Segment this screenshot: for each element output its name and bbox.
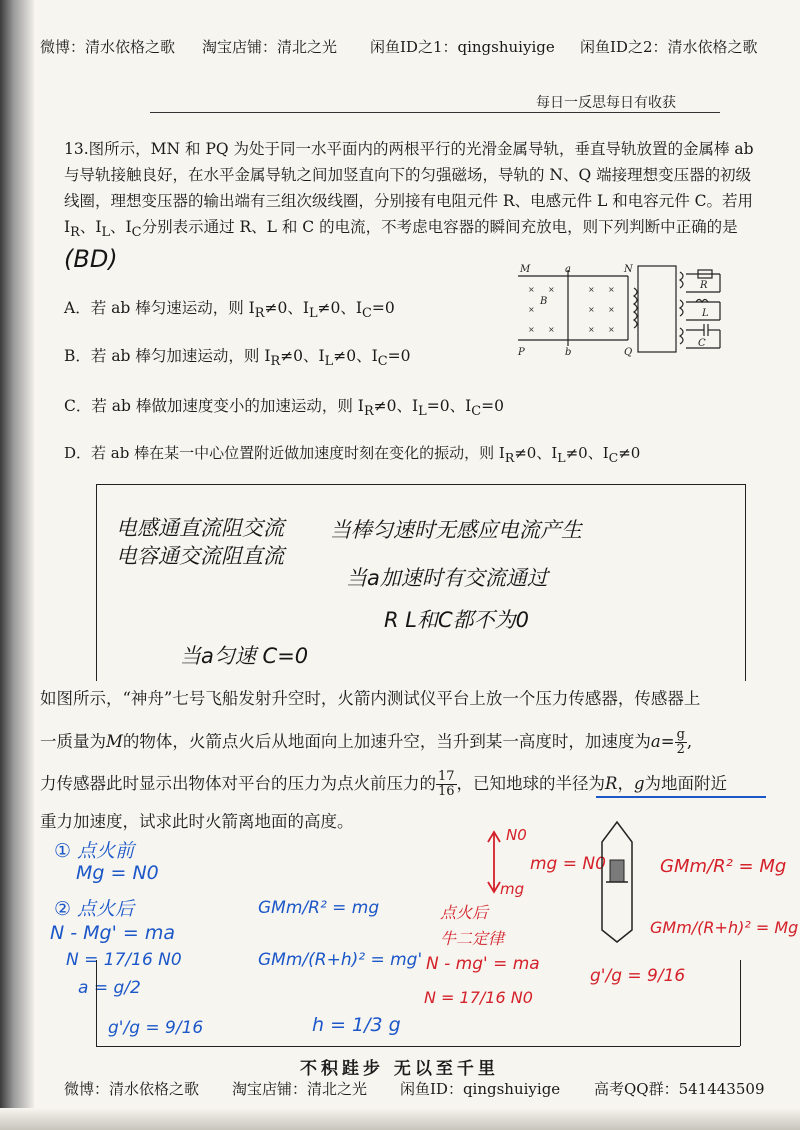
q13-answer-handwritten: (BD)	[64, 245, 118, 274]
rocket-sketch	[592, 818, 642, 948]
diagram-label-M: M	[520, 264, 531, 275]
red-mg-n0: mg = N0	[530, 854, 606, 874]
red-gravity-height: GMm/(R+h)² = Mg	[650, 918, 799, 937]
question-13-stem	[64, 136, 764, 275]
svg-text:×: ×	[548, 325, 555, 334]
diagram-label-R: R	[700, 280, 708, 291]
red-gravity-surface: GMm/R² = Mg	[660, 856, 787, 877]
motto-top: 每日一反思每日有收获	[536, 95, 676, 111]
p2-line3: 力传感器此时显示出物体对平台的压力为点火前压力的 $\frac{17}{16}$ ，已知地球的半径为R，g为地面附近	[40, 769, 728, 799]
option-d: D．若 ab 棒在某一中心位置附近做加速度时刻在变化的振动，则 $I_R\ne 0$、$I_L\ne 0$、$I_C\ne 0$	[64, 444, 641, 465]
note-accelerating: 当a加速时有交流通过	[346, 566, 548, 590]
diagram-label-C: C	[698, 338, 706, 349]
svg-text:×: ×	[588, 285, 595, 294]
diagram-label-B: B	[540, 296, 548, 307]
page-bottom-shadow	[0, 1108, 800, 1130]
svg-text:×: ×	[588, 325, 595, 334]
note-uniform-motion: 当棒匀速时无感应电流产生	[330, 518, 582, 542]
option-c-text: C．若 ab 棒做加速度变小的加速运动，则 I	[64, 397, 364, 415]
svg-text:×: ×	[528, 305, 535, 314]
svg-text:×: ×	[608, 325, 615, 334]
footer-qq: 高考QQ群：541443509	[594, 1080, 765, 1098]
blue-mg-n0: Mg = N0	[76, 862, 159, 884]
note-capacitor: 电容通交流阻直流	[116, 544, 284, 568]
footer-xianyu: 闲鱼ID：qingshuiyige	[400, 1080, 561, 1098]
q13-stem4: 分别表示通过 R、L 和 C 的电流，不考虑电容器的瞬间充放电，则下列判断中正确的是	[141, 218, 738, 236]
red-mg: mg	[500, 880, 525, 898]
answer-frame-bottom	[96, 1046, 740, 1047]
q13-stem-text: 13.图所示，MN 和 PQ 为处于同一水平面内的两根平行的光滑金属导轨，垂直导轨放置的金属棒 ab 与导轨接触良好，在水平金属导轨之间加竖直向下的匀强磁场，导轨的 N、Q 端接理想变压器的初级线圈，理想变压器的输出端有三组次级线圈，分别接有电阻元件 R、电感元件 L 和电容元件 C。若用 I	[64, 140, 754, 236]
svg-text:×: ×	[528, 325, 535, 334]
diagram-label-a: a	[565, 264, 571, 275]
blue-gravity-surface: GMm/R² = mg	[258, 898, 380, 918]
option-a-text: A．若 ab 棒匀速运动，则 I	[64, 299, 255, 317]
header-rule	[150, 112, 720, 113]
option-b-text: B．若 ab 棒匀加速运动，则 I	[64, 347, 271, 365]
footer-motto: 不积跬步 无以至千里	[300, 1059, 499, 1079]
page-left-shadow	[0, 0, 34, 1130]
p2-underline	[596, 796, 766, 798]
q13-stem3: 、I	[110, 218, 132, 236]
note-inductor: 电感通直流阻交流	[116, 516, 284, 540]
note-rlc-nonzero: R L和C都不为0	[384, 608, 529, 632]
blue-g-ratio: g'/g = 9/16	[108, 1018, 204, 1038]
answer-frame-left	[96, 960, 97, 1046]
svg-text:×: ×	[608, 305, 615, 314]
red-force-arrow	[484, 830, 504, 894]
red-n-ratio: N = 17/16 N0	[424, 988, 533, 1007]
diagram-label-N: N	[624, 264, 633, 275]
footer-weibo: 微博：清水依格之歌	[64, 1080, 200, 1098]
sub-c: C	[131, 225, 142, 241]
footer-taobao: 淘宝店铺：清北之光	[232, 1080, 368, 1098]
red-n0: N0	[506, 826, 527, 844]
header-xianyu1: 闲鱼ID之1：qingshuiyige	[370, 38, 555, 56]
red-newton2: N - mg' = ma	[426, 954, 540, 974]
diagram-label-Q: Q	[624, 347, 633, 358]
p2-line4: 重力加速度，试求此时火箭离地面的高度。	[40, 812, 354, 831]
option-b: B．若 ab 棒匀加速运动，则 $I_R\ne 0$、$I_L\ne 0$、$I_C=0$	[64, 347, 411, 370]
blue-newton2: N - Mg' = ma	[50, 922, 175, 944]
option-d-text: D．若 ab 棒在某一中心位置附近做加速度时刻在变化的振动，则 I	[64, 444, 505, 462]
p2-line2: 一质量为M的物体，火箭点火后从地面向上加速升空，当升到某一高度时，加速度为a= $\frac{g}{2}$ ,	[40, 727, 693, 757]
red-after-ignition: 点火后	[440, 903, 489, 922]
blue-a-half: a = g/2	[78, 978, 141, 998]
note-c-zero: 当a匀速 C=0	[180, 644, 309, 668]
header-taobao: 淘宝店铺：清北之光	[202, 38, 338, 56]
diagram-label-L: L	[702, 308, 709, 319]
diagram-label-P: P	[518, 347, 525, 358]
red-g-ratio: g'/g = 9/16	[590, 966, 686, 986]
q13-circuit-diagram	[510, 262, 732, 362]
p2-line1: 如图所示，“神舟”七号飞船发射升空时，火箭内测试仪平台上放一个压力传感器，传感器上	[40, 689, 701, 708]
header-weibo: 微博：清水依格之歌	[40, 38, 176, 56]
q13-stem2: 、I	[79, 218, 102, 236]
svg-text:×: ×	[608, 285, 615, 294]
blue-before-ignition: ① 点火前	[54, 840, 135, 862]
blue-n-ratio: N = 17/16 N0	[66, 950, 182, 970]
option-c: C．若 ab 棒做加速度变小的加速运动，则 $I_R\ne 0$、$I_L=0$、$I_C=0$	[64, 397, 504, 420]
svg-text:×: ×	[548, 285, 555, 294]
blue-gravity-height: GMm/(R+h)² = mg'	[258, 950, 423, 970]
diagram-label-b: b	[565, 347, 572, 358]
sub-l: L	[101, 225, 111, 241]
header-xianyu2: 闲鱼ID之2：清水依格之歌	[580, 38, 758, 56]
sub-r: R	[70, 225, 80, 241]
svg-text:×: ×	[528, 285, 535, 294]
svg-text:×: ×	[588, 305, 595, 314]
blue-after-ignition: ② 点火后	[54, 898, 135, 920]
answer-frame-right	[740, 960, 741, 1046]
option-a: A．若 ab 棒匀速运动，则 $I_R\ne 0$、$I_L\ne 0$、$I_C=0$	[64, 299, 395, 322]
blue-h-result: h = 1/3 g	[312, 1014, 401, 1036]
red-newton2-label: 牛二定律	[440, 929, 505, 948]
